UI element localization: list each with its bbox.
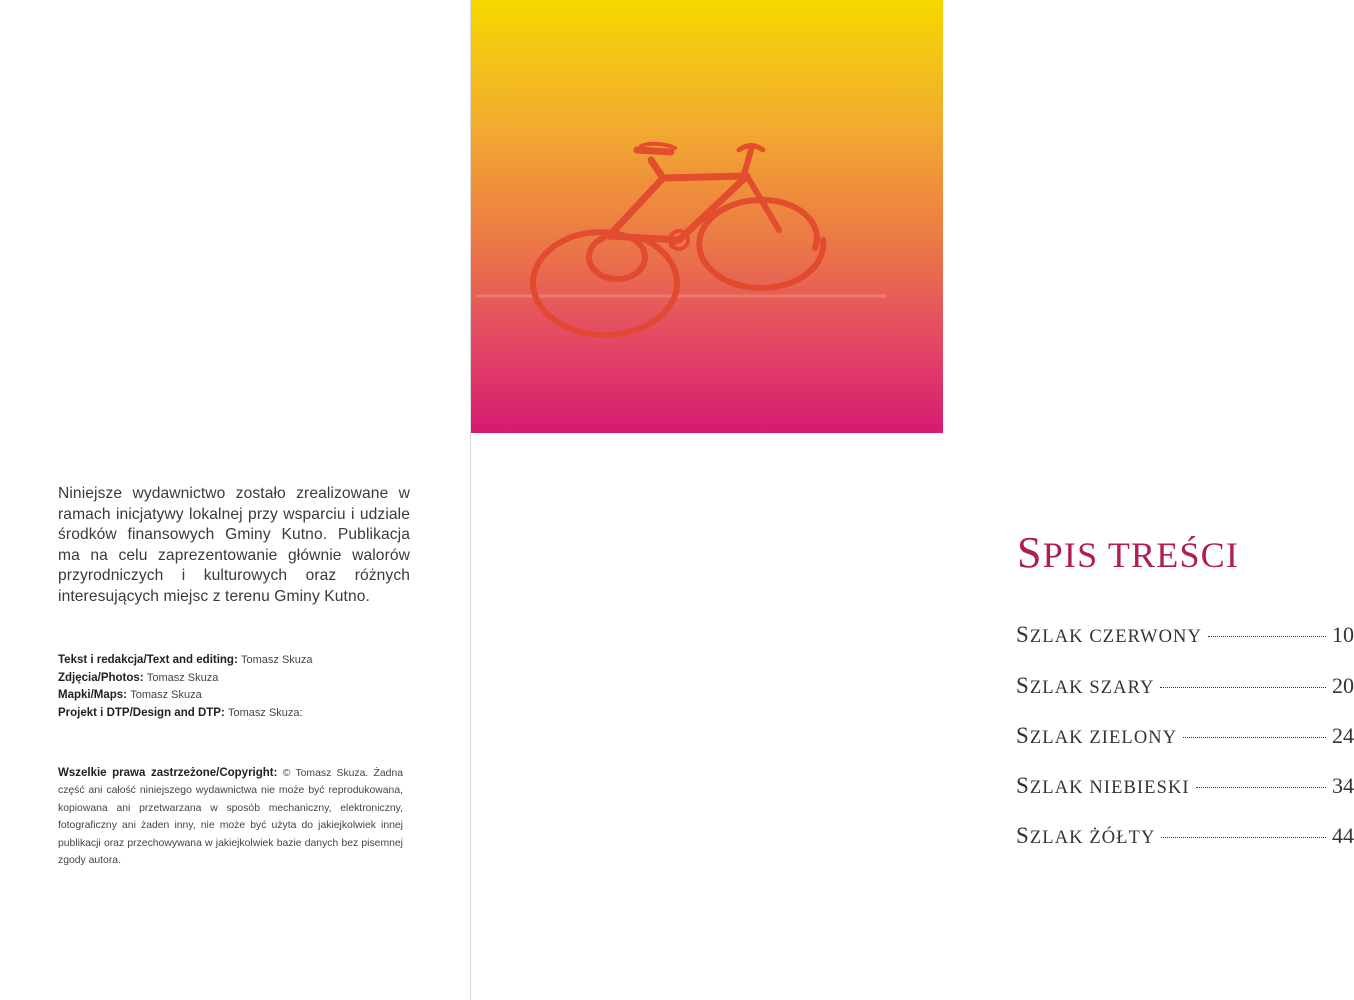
copyright-notice (58, 765, 403, 869)
toc-entry-label: SZLAK SZARY (1016, 673, 1155, 698)
credit-row (58, 687, 418, 705)
toc-title-initial: S (1017, 528, 1043, 577)
toc-entry-label: SZLAK CZERWONY (1016, 622, 1202, 647)
credit-row (58, 670, 418, 688)
credit-value: Tomasz Skuza (146, 671, 219, 684)
toc-page-number: 10 (1332, 622, 1354, 647)
credit-value: Tomasz Skuza (130, 689, 202, 701)
credit-value: Tomasz Skuza: (227, 706, 303, 719)
right-page (471, 0, 1354, 1000)
toc-entry-label: SZLAK NIEBIESKI (1016, 773, 1190, 798)
toc-page-number: 34 (1332, 773, 1354, 798)
toc-leader-dots (1208, 636, 1326, 637)
intro-paragraph: Niniejsze wydawnictwo zostało zrealizowane w ramach inicjatywy lokalnej przy wsparciu i udziale środków finansowych Gminy Kutno. Publikacja ma na celu zaprezentowanie głównie walorów przyrodniczych i kulturowych oraz różnych interesujących miejsc z terenu Gminy Kutno. (58, 485, 410, 605)
left-page (0, 0, 470, 1000)
bicycle-icon (471, 0, 943, 433)
toc-page-number: 44 (1332, 823, 1354, 848)
toc-entry-label: SZLAK ŻÓŁTY (1016, 823, 1156, 848)
credit-label: Zdjęcia/Photos: (58, 671, 144, 684)
toc-title-rest: PIS TREŚCI (1042, 535, 1240, 575)
credit-row (58, 652, 418, 670)
cover-banner (471, 0, 943, 433)
credit-value: Tomasz Skuza (241, 654, 313, 666)
toc-page-number: 24 (1332, 723, 1354, 748)
toc-entry[interactable] (1016, 823, 1354, 853)
toc-leader-dots (1160, 687, 1326, 688)
toc-entry[interactable] (1016, 773, 1354, 803)
toc-leader-dots (1196, 787, 1326, 788)
copyright-label: Wszelkie prawa zastrzeżone/Copyright: (58, 767, 278, 779)
credits-block (58, 652, 418, 722)
credit-label: Tekst i redakcja/Text and editing: (58, 654, 238, 666)
credit-label: Mapki/Maps: (58, 689, 128, 701)
toc-entry[interactable] (1016, 673, 1354, 703)
toc-entry[interactable] (1016, 622, 1354, 652)
toc-title (1017, 527, 1239, 578)
credit-label: Projekt i DTP/Design and DTP: (58, 706, 225, 719)
copyright-text: © Tomasz Skuza. Żadna część ani całość niniejszego wydawnictwa nie może być reprodukowana, kopiowana ani przetwarzana w sposób mechaniczny, elektroniczny, fotograficzny ani żaden inny, nie może być użyta do jakiejkolwiek innej publikacji oraz przechowywana w jakiejkolwiek bazie danych bez pisemnej zgody autora. (58, 768, 404, 867)
toc-entry-label: SZLAK ZIELONY (1016, 723, 1178, 748)
toc-entry[interactable] (1016, 723, 1354, 753)
toc-leader-dots (1183, 737, 1326, 738)
credit-row (58, 705, 418, 723)
toc-page-number: 20 (1332, 673, 1354, 698)
toc-leader-dots (1161, 837, 1326, 838)
